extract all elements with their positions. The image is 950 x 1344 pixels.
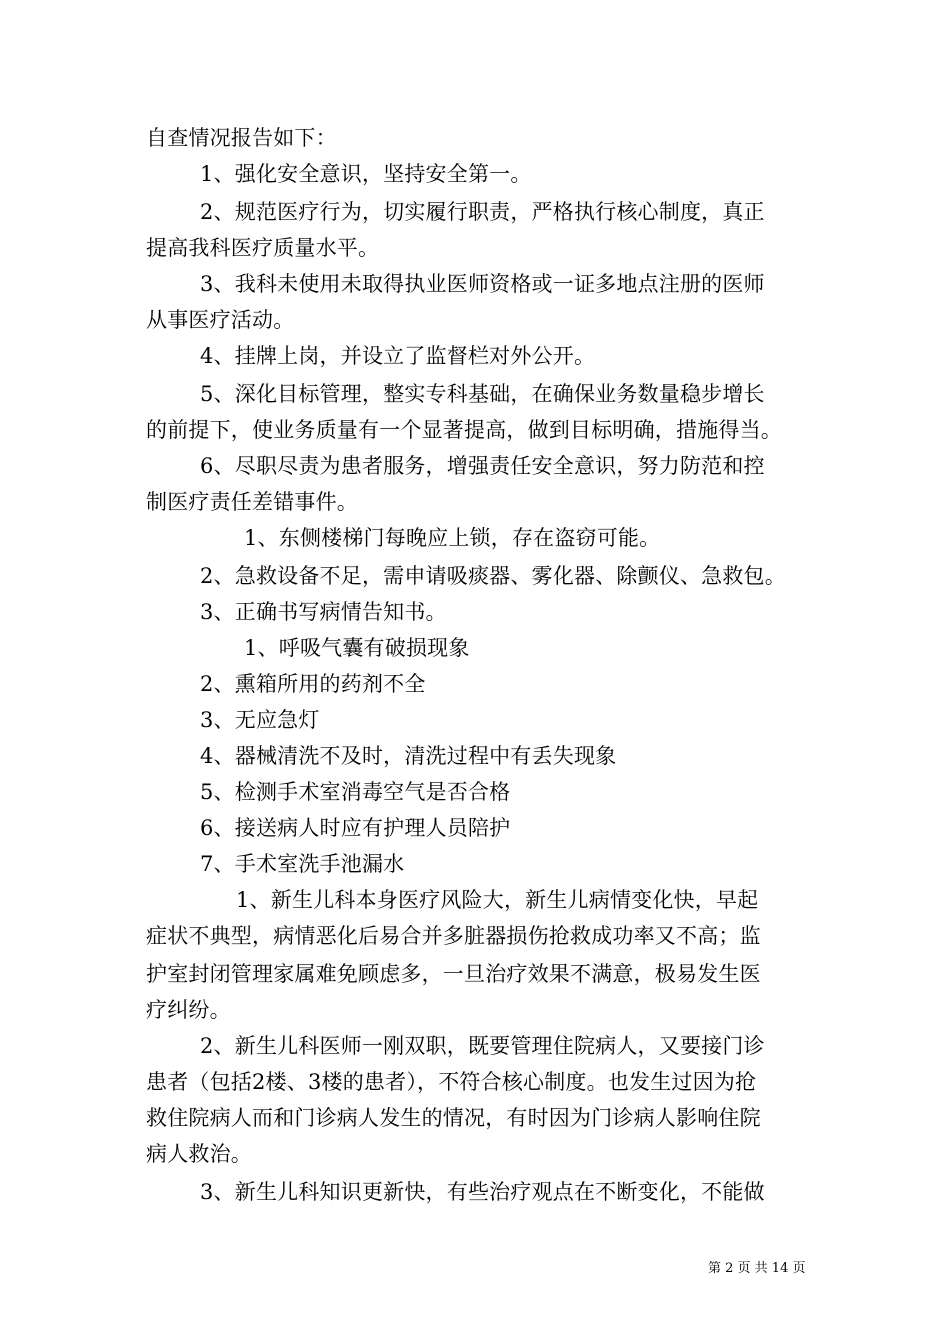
text-line: 6、尽职尽责为患者服务，增强责任安全意识，努力防范和控	[200, 454, 765, 478]
page-number-footer: 第 2 页 共 14 页	[708, 1261, 806, 1276]
text-line: 1、新生儿科本身医疗风险大，新生儿病情变化快，早起	[236, 888, 759, 912]
text-line: 3、我科未使用未取得执业医师资格或一证多地点注册的医师	[200, 272, 765, 296]
text-line: 3、新生儿科知识更新快，有些治疗观点在不断变化，不能做	[200, 1180, 765, 1204]
text-line: 4、器械清洗不及时，清洗过程中有丢失现象	[200, 744, 617, 768]
text-line: 4、挂牌上岗，并设立了监督栏对外公开。	[200, 344, 596, 368]
text-line: 患者（包括2楼、3楼的患者），不符合核心制度。也发生过因为抢	[146, 1070, 757, 1094]
text-line: 1、强化安全意识，坚持安全第一。	[200, 162, 532, 186]
text-line: 1、呼吸气囊有破损现象	[244, 636, 470, 660]
text-line: 提高我科医疗质量水平。	[146, 236, 380, 260]
text-line: 自查情况报告如下：	[146, 126, 337, 150]
text-line: 6、接送病人时应有护理人员陪护	[200, 816, 511, 840]
text-line: 2、规范医疗行为，切实履行职责，严格执行核心制度，真正	[200, 200, 765, 224]
text-line: 2、新生儿科医师一刚双职，既要管理住院病人，又要接门诊	[200, 1034, 765, 1058]
text-line: 2、急救设备不足，需申请吸痰器、雾化器、除颤仪、急救包。	[200, 564, 786, 588]
text-line: 症状不典型，病情恶化后易合并多脏器损伤抢救成功率又不高；监	[146, 924, 761, 948]
text-line: 救住院病人而和门诊病人发生的情况，有时因为门诊病人影响住院	[146, 1106, 761, 1130]
text-line: 病人救治。	[146, 1142, 252, 1166]
text-line: 3、无应急灯	[200, 708, 320, 732]
text-line: 的前提下，使业务质量有一个显著提高，做到目标明确，措施得当。	[146, 418, 782, 442]
text-line: 7、手术室洗手池漏水	[200, 852, 405, 876]
text-line: 5、深化目标管理，整实专科基础，在确保业务数量稳步增长	[200, 382, 765, 406]
text-line: 2、熏箱所用的药剂不全	[200, 672, 426, 696]
text-line: 5、检测手术室消毒空气是否合格	[200, 780, 511, 804]
text-line: 3、正确书写病情告知书。	[200, 600, 447, 624]
text-line: 1、东侧楼梯门每晚应上锁，存在盗窃可能。	[244, 526, 661, 550]
text-line: 护室封闭管理家属难免顾虑多，一旦治疗效果不满意，极易发生医	[146, 962, 761, 986]
text-line: 从事医疗活动。	[146, 308, 295, 332]
text-line: 疗纠纷。	[146, 998, 231, 1022]
text-line: 制医疗责任差错事件。	[146, 490, 358, 514]
